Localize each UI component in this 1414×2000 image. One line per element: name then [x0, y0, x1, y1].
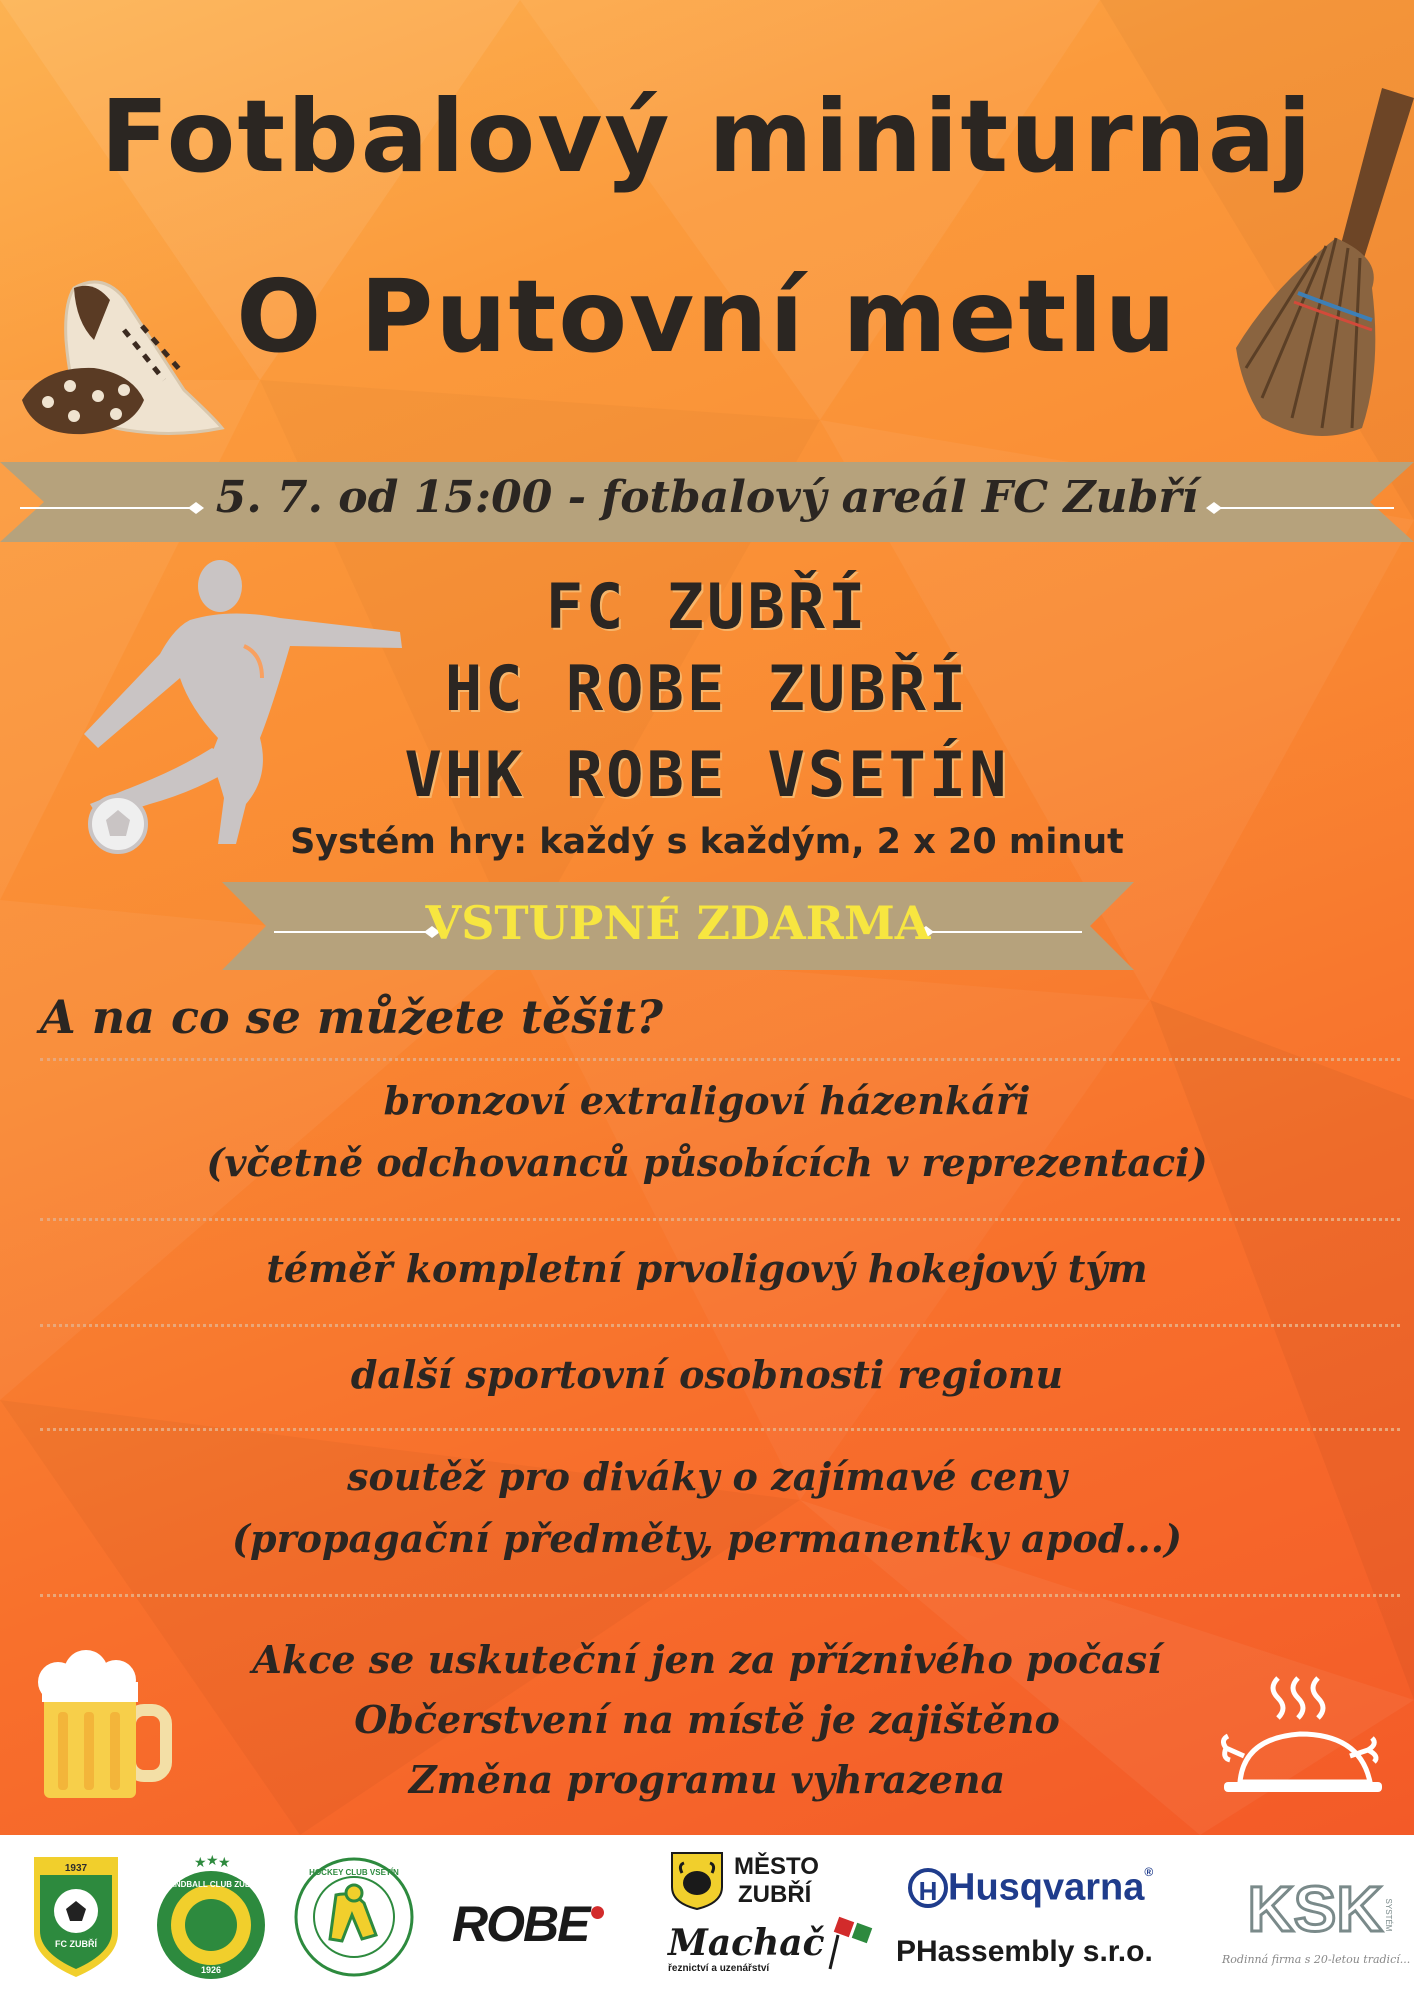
mesto-line-1: MĚSTO: [734, 1853, 819, 1880]
phassembly-logo: PHassembly s.r.o.: [896, 1935, 1153, 1968]
football-boot-icon: [14, 270, 236, 440]
fc-zubri-year: 1937: [64, 1863, 88, 1874]
ksk-logo: [1240, 1871, 1393, 1947]
robe-name: ROBE: [452, 1896, 589, 1952]
robe-logo: [452, 1895, 605, 1953]
title-line-2: O Putovní metlu: [236, 258, 1178, 375]
divider: [40, 1594, 1400, 1597]
admission-text: VSTUPNÉ ZDARMA: [425, 896, 931, 950]
machac-flag-icon: [826, 1915, 874, 1971]
fc-zubri-logo: [30, 1855, 122, 1979]
broom-icon: [1232, 88, 1414, 448]
highlight-line: téměř kompletní prvoligový hokejový tým: [266, 1246, 1148, 1291]
mesto-zubri-crest: [670, 1851, 724, 1911]
highlight-line: soutěž pro diváky o zajímavé ceny: [347, 1454, 1067, 1499]
machac-subtitle: řeznictví a uzenářství: [668, 1963, 770, 1974]
hockey-club-name: HOCKEY CLUB VSETÍN: [309, 1868, 399, 1877]
svg-text:★: ★: [218, 1855, 231, 1871]
highlight-line: (včetně odchovanců působících v reprezentaci): [206, 1140, 1208, 1185]
team-3: VHK ROBE VSETÍN: [404, 738, 1010, 811]
husqvarna-logo: H Husqvarna®: [908, 1865, 1153, 1909]
highlight-item: [0, 1344, 1414, 1406]
highlight-item: [0, 1070, 1414, 1194]
husqvarna-name: Husqvarna: [948, 1866, 1145, 1909]
highlight-item: [0, 1446, 1414, 1570]
date-place-banner: [0, 462, 1414, 542]
robe-dot-icon: ●: [588, 1895, 605, 1928]
ksk-tagline: Rodinná firma s 20-letou tradicí...: [1222, 1953, 1411, 1966]
title-line-1: Fotbalový miniturnaj: [100, 78, 1314, 195]
hockey-club-logo: [292, 1855, 416, 1979]
note-line: Občerstvení na místě je zajištěno: [354, 1697, 1060, 1742]
divider: [40, 1324, 1400, 1327]
handball-club-year: 1926: [200, 1965, 222, 1975]
beer-mug-icon: [36, 1652, 172, 1802]
team-2: HC ROBE ZUBŘÍ: [444, 652, 970, 725]
highlights-heading: A na co se můžete těšit?: [40, 990, 663, 1044]
note-line: Změna programu vyhrazena: [408, 1757, 1006, 1802]
event-notes: [0, 1630, 1414, 1810]
highlight-line: další sportovní osobnosti regionu: [350, 1352, 1064, 1397]
divider: [40, 1218, 1400, 1221]
svg-text:★: ★: [194, 1855, 207, 1871]
divider: [40, 1428, 1400, 1431]
fc-zubri-name: FC ZUBŘÍ: [55, 1939, 97, 1949]
sponsors-bar: [0, 1835, 1414, 2000]
admission-banner: [222, 882, 1134, 970]
team-1: FC ZUBŘÍ: [545, 570, 869, 643]
husqvarna-crown-icon: H: [908, 1868, 948, 1908]
handball-club-logo: [148, 1853, 274, 1983]
handball-club-name: HANDBALL CLUB ZUBŘÍ: [163, 1880, 259, 1889]
date-place-text: 5. 7. od 15:00 - fotbalový areál FC Zubří: [215, 472, 1199, 523]
game-system-text: Systém hry: každý s každým, 2 x 20 minut: [290, 822, 1124, 862]
highlight-item: [0, 1238, 1414, 1300]
highlight-line: bronzoví extraligoví házenkáři: [383, 1078, 1031, 1123]
mesto-line-2: ZUBŘÍ: [738, 1881, 812, 1908]
machac-name: Machač: [668, 1922, 825, 1964]
svg-text:★: ★: [206, 1853, 219, 1869]
roast-chicken-icon: [1220, 1670, 1386, 1800]
mesto-zubri-text: [734, 1853, 819, 1909]
machac-logo: [668, 1923, 848, 1974]
ksk-name: KSK: [1247, 1873, 1383, 1945]
highlight-line: (propagační předměty, permanentky apod...): [232, 1516, 1182, 1561]
note-line: Akce se uskuteční jen za příznivého počasí: [252, 1637, 1162, 1682]
ksk-sub: SYSTÉM: [1384, 1898, 1393, 1932]
divider: [40, 1058, 1400, 1061]
